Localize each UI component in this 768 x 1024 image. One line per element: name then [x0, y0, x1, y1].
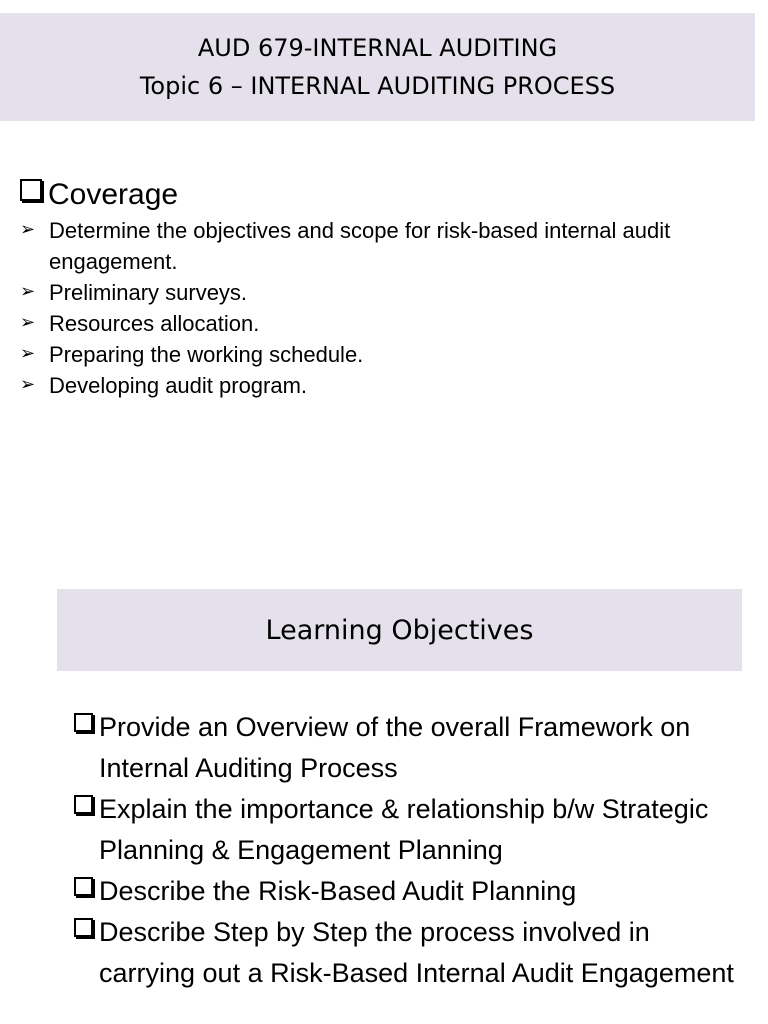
arrowhead-icon: ➢ — [20, 312, 36, 332]
learning-objectives-list — [74, 707, 744, 994]
list-item-text: Preparing the working schedule. — [49, 342, 364, 367]
list-item-text: Describe Step by Step the process involved in carrying out a Risk-Based Internal Audit Engagement — [99, 917, 734, 988]
topic-title: Topic 6 – INTERNAL AUDITING PROCESS — [139, 72, 616, 100]
arrowhead-icon: ➢ — [20, 219, 36, 239]
list-item — [20, 370, 755, 401]
list-item — [20, 277, 755, 308]
course-title: AUD 679-INTERNAL AUDITING — [197, 34, 558, 62]
list-item-text: Determine the objectives and scope for risk-based internal audit engagement. — [49, 218, 671, 274]
list-item-text: Developing audit program. — [49, 373, 308, 398]
list-item — [74, 912, 744, 994]
learning-objectives-heading: Learning Objectives — [265, 614, 534, 646]
coverage-list — [20, 215, 755, 401]
list-item-text: Describe the Risk-Based Audit Planning — [99, 876, 577, 906]
arrowhead-icon: ➢ — [20, 281, 36, 301]
list-item — [74, 789, 744, 871]
list-item-text: Explain the importance & relationship b/w Strategic Planning & Engagement Planning — [99, 794, 709, 865]
square-checkbox-icon — [74, 918, 93, 937]
coverage-section — [20, 175, 755, 401]
list-item-text: Resources allocation. — [49, 311, 260, 336]
arrowhead-icon: ➢ — [20, 374, 36, 394]
list-item — [20, 215, 755, 277]
square-checkbox-icon — [74, 795, 93, 814]
arrowhead-icon: ➢ — [20, 343, 36, 363]
list-item-text: Preliminary surveys. — [49, 280, 248, 305]
coverage-heading-row — [20, 175, 755, 215]
title-banner — [0, 13, 755, 121]
square-checkbox-icon — [74, 877, 93, 896]
list-item — [74, 871, 744, 912]
square-checkbox-icon — [20, 179, 42, 201]
list-item-text: Provide an Overview of the overall Framework on Internal Auditing Process — [99, 712, 691, 783]
square-checkbox-icon — [74, 713, 93, 732]
list-item — [20, 339, 755, 370]
list-item — [20, 308, 755, 339]
coverage-heading: Coverage — [48, 178, 179, 211]
list-item — [74, 707, 744, 789]
learning-objectives-banner — [57, 589, 742, 671]
